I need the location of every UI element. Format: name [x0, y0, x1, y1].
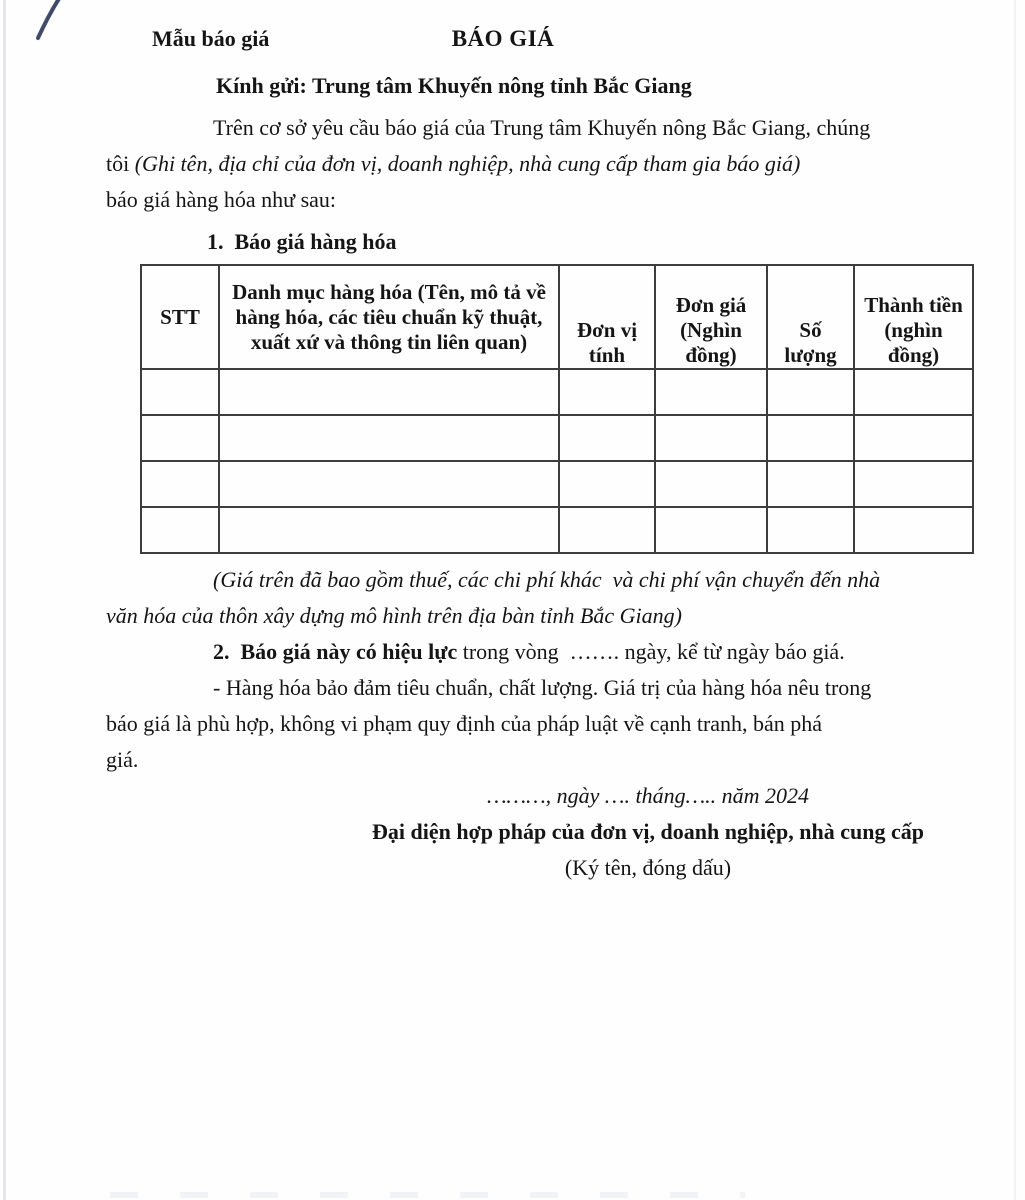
column-header-danh-muc: Danh mục hàng hóa (Tên, mô tả về hàng hóa, các tiêu chuẩn kỹ thuật, xuất xứ và thông tin liên quan) — [219, 265, 559, 369]
scan-bottom-smudge — [110, 1192, 745, 1198]
clause-line-3: giá. — [106, 747, 139, 772]
section-1-heading: 1. Báo giá hàng hóa — [207, 229, 397, 254]
table-cell — [767, 369, 854, 415]
clause-line-2: báo giá là phù hợp, không vi phạm quy định của pháp luật về cạnh tranh, bán phá — [106, 711, 823, 736]
table-cell — [559, 507, 655, 553]
table-cell — [854, 507, 973, 553]
table-cell — [559, 369, 655, 415]
intro-line-2-normal: tôi — [106, 151, 135, 176]
price-note-line-2: văn hóa của thôn xây dựng mô hình trên địa bàn tỉnh Bắc Giang) — [106, 603, 682, 628]
table-cell — [854, 369, 973, 415]
table-cell — [655, 415, 767, 461]
table-cell — [655, 461, 767, 507]
intro-line-2-italic: (Ghi tên, địa chỉ của đơn vị, doanh nghiệp, nhà cung cấp tham gia báo giá) — [134, 151, 801, 176]
intro-line-3: báo giá hàng hóa như sau: — [106, 187, 337, 212]
section-2-bold: 2. Báo giá này có hiệu lực — [213, 639, 458, 664]
signature-representative-line: Đại diện hợp pháp của đơn vị, doanh nghiệp, nhà cung cấp — [372, 819, 924, 844]
table-row — [141, 369, 973, 415]
table-cell — [219, 461, 559, 507]
form-label: Mẫu báo giá — [152, 26, 270, 51]
signature-sign-note: (Ký tên, đóng dấu) — [564, 855, 732, 880]
section-2-rest: trong vòng ……. ngày, kể từ ngày báo giá. — [457, 639, 845, 664]
intro-line-1: Trên cơ sở yêu cầu báo giá của Trung tâm Khuyến nông Bắc Giang, chúng — [213, 115, 871, 140]
signature-block — [268, 778, 1025, 886]
price-note-line-1: (Giá trên đã bao gồm thuế, các chi phí khác và chi phí vận chuyển đến nhà — [213, 567, 881, 592]
intro-line-2 — [106, 146, 980, 182]
table-cell — [767, 461, 854, 507]
quotation-table-body — [141, 369, 973, 553]
column-header-so-luong: Số lượng — [767, 265, 854, 369]
quotation-table-header — [141, 265, 973, 369]
quotation-table — [140, 264, 974, 554]
column-header-stt: STT — [141, 265, 219, 369]
table-header-row — [141, 265, 973, 369]
table-cell — [655, 369, 767, 415]
table-row — [141, 507, 973, 553]
price-note-paragraph — [106, 562, 980, 634]
table-cell — [219, 507, 559, 553]
column-header-don-vi-tinh: Đơn vị tính — [559, 265, 655, 369]
signature-date-line: ………, ngày …. tháng….. năm 2024 — [486, 783, 810, 808]
salutation-line: Kính gửi: Trung tâm Khuyến nông tỉnh Bắc Giang — [216, 73, 692, 98]
table-cell — [767, 507, 854, 553]
document-header — [106, 26, 980, 62]
table-cell — [559, 461, 655, 507]
table-row — [141, 461, 973, 507]
table-row — [141, 415, 973, 461]
table-cell — [141, 507, 219, 553]
table-cell — [655, 507, 767, 553]
section-2-line — [106, 634, 980, 670]
table-cell — [767, 415, 854, 461]
table-cell — [559, 415, 655, 461]
clause-paragraph — [106, 670, 980, 778]
intro-paragraph — [106, 110, 980, 218]
table-cell — [219, 415, 559, 461]
table-cell — [219, 369, 559, 415]
table-cell — [141, 369, 219, 415]
table-cell — [141, 415, 219, 461]
table-cell — [854, 415, 973, 461]
clause-line-1: - Hàng hóa bảo đảm tiêu chuẩn, chất lượng. Giá trị của hàng hóa nêu trong — [213, 675, 872, 700]
table-cell — [854, 461, 973, 507]
document-title: BÁO GIÁ — [451, 26, 555, 51]
table-cell — [141, 461, 219, 507]
column-header-don-gia: Đơn giá (Nghìn đồng) — [655, 265, 767, 369]
column-header-thanh-tien: Thành tiền (nghìn đồng) — [854, 265, 973, 369]
